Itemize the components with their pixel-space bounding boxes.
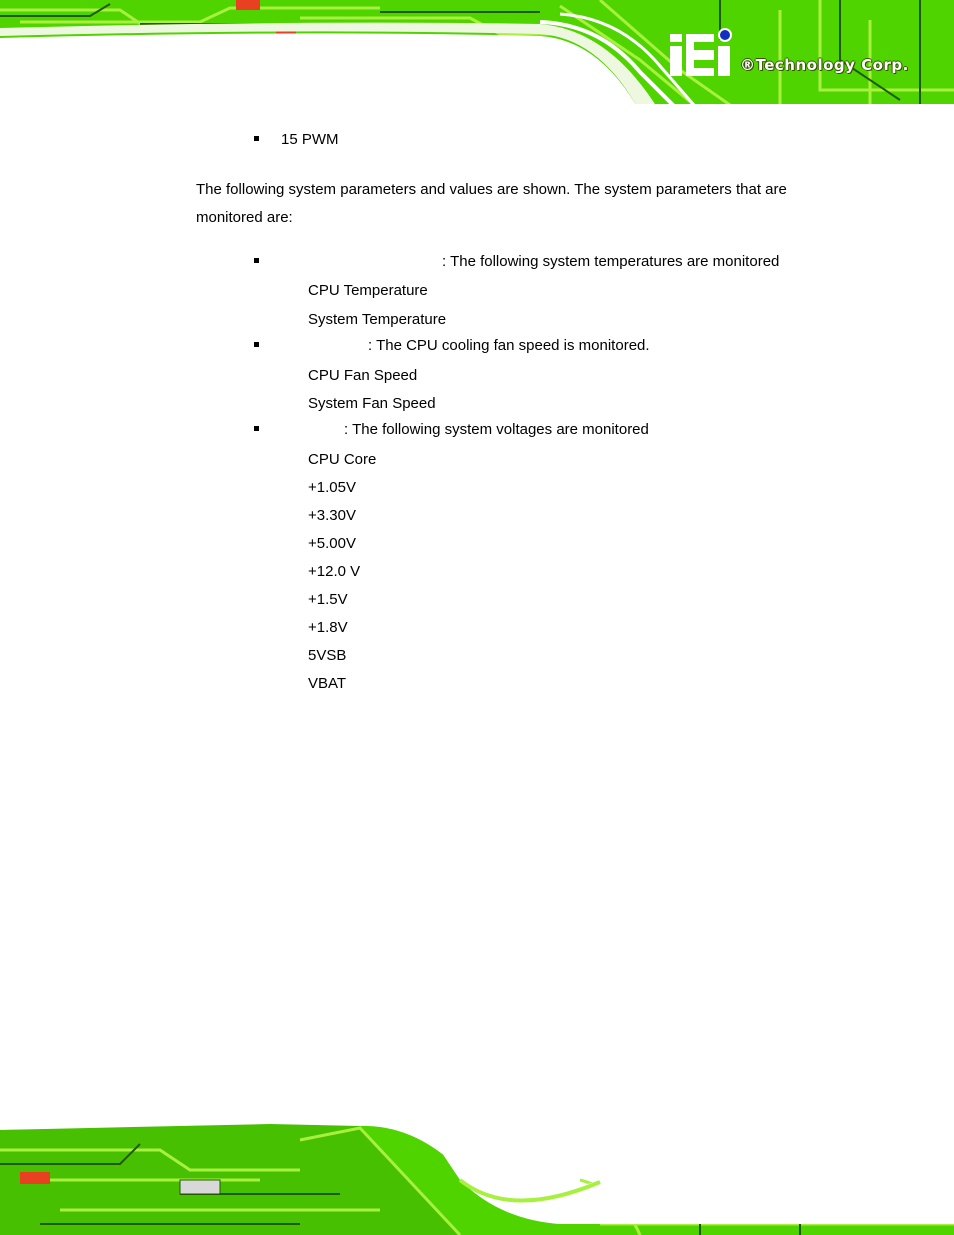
list-item: +1.8V: [308, 619, 348, 636]
list-item: +1.05V: [308, 479, 356, 496]
section-temperature-description: : The following system temperatures are monitored: [442, 253, 780, 270]
section-fan-description: : The CPU cooling fan speed is monitored.: [368, 337, 650, 354]
list-item: CPU Core: [308, 451, 377, 468]
list-item: CPU Temperature: [308, 282, 428, 299]
list-item: VBAT: [308, 675, 347, 692]
list-item: System Fan Speed: [308, 395, 436, 412]
header-circuit-band: [0, 0, 954, 112]
intro-line-2: monitored are:: [196, 209, 293, 226]
bullet-marker: [254, 258, 259, 263]
list-item: +12.0 V: [308, 563, 361, 580]
top-bullet-text: 15 PWM: [281, 131, 339, 148]
list-item: +1.5V: [308, 591, 348, 608]
bullet-marker: [254, 342, 259, 347]
list-item: System Temperature: [308, 311, 447, 328]
company-name: ®Technology Corp.: [740, 56, 909, 74]
intro-line-1: The following system parameters and values are shown. The system parameters that are: [196, 181, 787, 198]
circuit-board-footer-image: [0, 1120, 954, 1235]
bullet-marker: [254, 426, 259, 431]
list-item: +3.30V: [308, 507, 356, 524]
list-item: +5.00V: [308, 535, 356, 552]
bullet-marker: [254, 136, 259, 141]
list-item: 5VSB: [308, 647, 347, 664]
list-item: CPU Fan Speed: [308, 367, 418, 384]
footer-circuit-band: [0, 1120, 954, 1235]
section-voltage-description: : The following system voltages are monitored: [344, 421, 649, 438]
intro-paragraph: [196, 176, 836, 232]
